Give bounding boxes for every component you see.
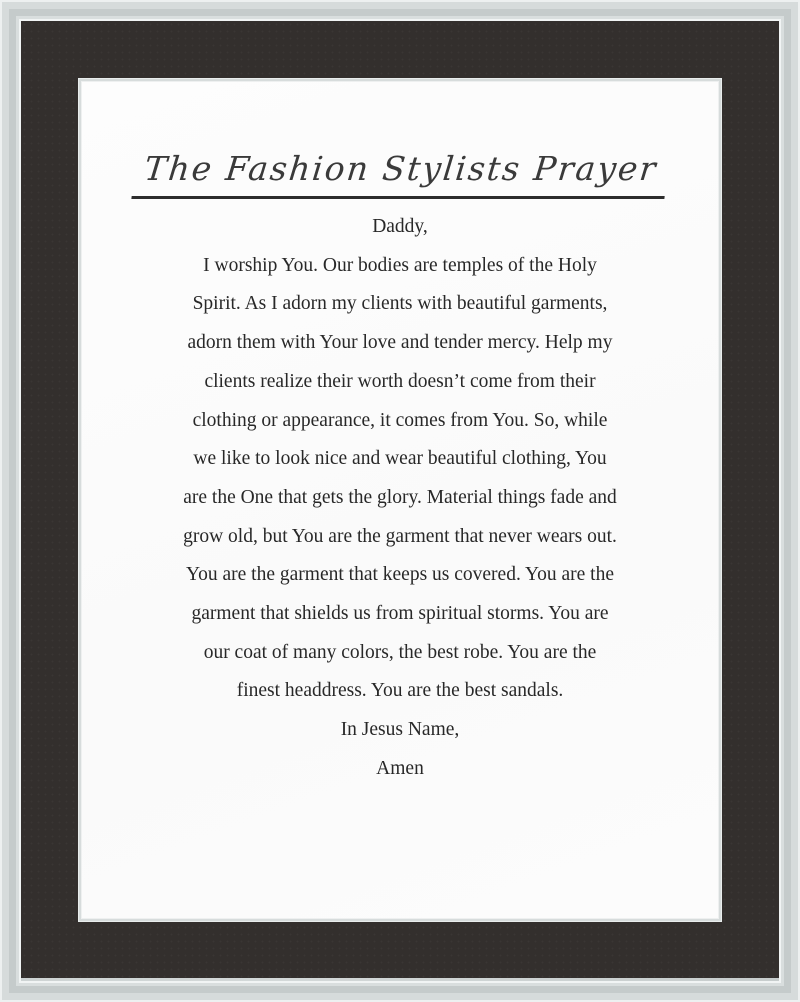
prayer-text bbox=[81, 208, 719, 789]
print-title: The Fashion Stylists Prayer bbox=[131, 149, 669, 199]
prayer-line: Daddy, bbox=[372, 216, 428, 237]
prayer-line: garment that shields us from spiritual storms. You are bbox=[191, 603, 609, 625]
paper-print bbox=[79, 79, 721, 921]
prayer-line: grow old, but You are the garment that never wears out. bbox=[183, 525, 617, 547]
prayer-line: Spirit. As I adorn my clients with beautiful garments, bbox=[192, 293, 608, 315]
prayer-line: are the One that gets the glory. Material things fade and bbox=[183, 486, 617, 508]
prayer-line: Amen bbox=[376, 757, 424, 779]
mat-board bbox=[21, 21, 779, 978]
prayer-line: I worship You. Our bodies are temples of the Holy bbox=[203, 254, 597, 276]
prayer-line: clothing or appearance, it comes from You. So, while bbox=[192, 409, 608, 431]
prayer-line: In Jesus Name, bbox=[340, 719, 460, 741]
prayer-line: our coat of many colors, the best robe. You are the bbox=[203, 641, 597, 663]
prayer-line: finest headdress. You are the best sandals. bbox=[236, 680, 564, 702]
prayer-line: You are the garment that keeps us covered. You are the bbox=[186, 564, 614, 586]
prayer-line: we like to look nice and wear beautiful clothing, You bbox=[193, 448, 607, 470]
prayer-line: clients realize their worth doesn’t come from their bbox=[204, 370, 596, 392]
prayer-line: adorn them with Your love and tender mercy. Help my bbox=[187, 332, 613, 354]
